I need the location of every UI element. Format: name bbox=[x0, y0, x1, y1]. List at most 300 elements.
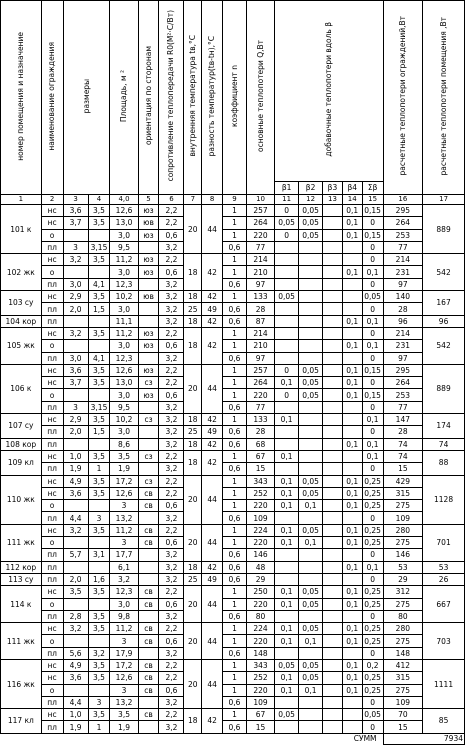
coef-cell: 1 bbox=[223, 229, 247, 241]
room-total-cell: 96 bbox=[423, 315, 465, 327]
coef-cell: 0,6 bbox=[223, 696, 247, 708]
enclosure-loss-cell: 275 bbox=[383, 598, 423, 610]
beta3-cell bbox=[323, 561, 343, 573]
table-row bbox=[1, 475, 465, 487]
beta2-cell bbox=[299, 401, 323, 413]
base-loss-cell: 214 bbox=[246, 327, 274, 339]
resistance-cell: 2,2 bbox=[159, 364, 184, 376]
base-loss-cell: 343 bbox=[246, 475, 274, 487]
base-loss-cell: 257 bbox=[246, 364, 274, 376]
inner-temp-cell: 25 bbox=[184, 303, 202, 315]
beta3-cell bbox=[323, 475, 343, 487]
dim-b-cell bbox=[88, 561, 110, 573]
beta1-cell bbox=[275, 352, 299, 364]
dim-a-cell bbox=[63, 340, 88, 352]
area-cell: 11,2 bbox=[110, 254, 138, 266]
area-cell: 9,5 bbox=[110, 241, 138, 253]
room-total-cell: 889 bbox=[423, 205, 465, 254]
room-name-cell: 117 кл bbox=[1, 709, 42, 734]
enclosure-cell: о bbox=[41, 229, 63, 241]
beta2-cell bbox=[299, 352, 323, 364]
dim-a-cell: 3 bbox=[63, 401, 88, 413]
dim-a-cell: 3,2 bbox=[63, 623, 88, 635]
table-row bbox=[1, 229, 465, 241]
base-loss-cell: 67 bbox=[246, 450, 274, 462]
beta2-cell: 0,1 bbox=[299, 635, 323, 647]
beta2-cell bbox=[299, 573, 323, 585]
beta-sum-cell: 0 bbox=[362, 696, 383, 708]
coef-cell: 1 bbox=[223, 377, 247, 389]
dim-a-cell: 4,4 bbox=[63, 696, 88, 708]
beta1-cell bbox=[275, 438, 299, 450]
resistance-cell: 0,6 bbox=[159, 229, 184, 241]
dim-a-cell: 1,0 bbox=[63, 450, 88, 462]
column-number: 9 bbox=[223, 195, 247, 205]
beta4-cell: 0,1 bbox=[342, 487, 362, 499]
beta-sum-cell: 0,15 bbox=[362, 389, 383, 401]
dim-b-cell bbox=[88, 598, 110, 610]
room-total-cell: 703 bbox=[423, 623, 465, 660]
enclosure-loss-cell: 146 bbox=[383, 549, 423, 561]
beta4-cell bbox=[342, 414, 362, 426]
table-row bbox=[1, 450, 465, 462]
dim-b-cell bbox=[88, 389, 110, 401]
table-row bbox=[1, 291, 465, 303]
orientation-cell bbox=[138, 303, 159, 315]
resistance-cell: 2,2 bbox=[159, 659, 184, 671]
enclosure-cell: нс bbox=[41, 205, 63, 217]
table-row bbox=[1, 438, 465, 450]
base-loss-cell: 220 bbox=[246, 500, 274, 512]
base-loss-cell: 109 bbox=[246, 696, 274, 708]
base-loss-cell: 133 bbox=[246, 414, 274, 426]
area-cell: 12,6 bbox=[110, 364, 138, 376]
orientation-cell bbox=[138, 241, 159, 253]
beta1-cell bbox=[275, 278, 299, 290]
coef-cell: 1 bbox=[223, 450, 247, 462]
base-loss-cell: 220 bbox=[246, 635, 274, 647]
beta1-cell bbox=[275, 241, 299, 253]
orientation-cell bbox=[138, 426, 159, 438]
beta2-cell bbox=[299, 463, 323, 475]
beta1-cell: 0,05 bbox=[275, 217, 299, 229]
resistance-cell: 2,2 bbox=[159, 487, 184, 499]
beta1-cell: 0,1 bbox=[275, 414, 299, 426]
dim-b-cell bbox=[88, 537, 110, 549]
column-number: 3 bbox=[63, 195, 88, 205]
beta-sum-cell: 0,05 bbox=[362, 709, 383, 721]
base-loss-cell: 28 bbox=[246, 426, 274, 438]
enclosure-loss-cell: 147 bbox=[383, 414, 423, 426]
area-cell: 3,2 bbox=[110, 573, 138, 585]
orientation-cell: св bbox=[138, 500, 159, 512]
beta2-cell: 0,1 bbox=[299, 537, 323, 549]
enclosure-loss-cell: 280 bbox=[383, 524, 423, 536]
area-cell: 3 bbox=[110, 684, 138, 696]
coef-cell: 1 bbox=[223, 684, 247, 696]
area-cell: 10,2 bbox=[110, 414, 138, 426]
column-number: 16 bbox=[383, 195, 423, 205]
beta1-cell bbox=[275, 647, 299, 659]
dim-b-cell: 3,1 bbox=[88, 549, 110, 561]
dim-b-cell: 3,5 bbox=[88, 623, 110, 635]
enclosure-loss-cell: 15 bbox=[383, 463, 423, 475]
dim-b-cell: 3,2 bbox=[88, 647, 110, 659]
beta2-cell bbox=[299, 414, 323, 426]
coef-cell: 1 bbox=[223, 217, 247, 229]
base-loss-cell: 15 bbox=[246, 721, 274, 733]
enclosure-cell: пл bbox=[41, 512, 63, 524]
header-row bbox=[1, 1, 465, 182]
beta3-cell bbox=[323, 610, 343, 622]
column-number: 11 bbox=[275, 195, 299, 205]
orientation-cell: юз bbox=[138, 254, 159, 266]
coef-cell: 0,6 bbox=[223, 352, 247, 364]
room-total-cell: 667 bbox=[423, 586, 465, 623]
dim-b-cell bbox=[88, 266, 110, 278]
beta4-cell: 0,1 bbox=[342, 217, 362, 229]
beta1-cell: 0,1 bbox=[275, 475, 299, 487]
room-name-cell: 103 су bbox=[1, 291, 42, 316]
column-number: 13 bbox=[323, 195, 343, 205]
coef-cell: 1 bbox=[223, 291, 247, 303]
enclosure-loss-cell: 231 bbox=[383, 340, 423, 352]
table-row bbox=[1, 205, 465, 217]
resistance-cell: 0,6 bbox=[159, 635, 184, 647]
beta2-cell: 0,05 bbox=[299, 377, 323, 389]
base-loss-cell: 15 bbox=[246, 463, 274, 475]
beta3-cell bbox=[323, 586, 343, 598]
beta3-cell bbox=[323, 352, 343, 364]
beta-sum-cell: 0 bbox=[362, 278, 383, 290]
table-row bbox=[1, 254, 465, 266]
beta-sum-cell: 0 bbox=[362, 549, 383, 561]
enclosure-loss-cell: 429 bbox=[383, 475, 423, 487]
dim-a-cell: 3,6 bbox=[63, 672, 88, 684]
beta1-cell bbox=[275, 327, 299, 339]
beta3-cell bbox=[323, 573, 343, 585]
resistance-cell: 2,2 bbox=[159, 254, 184, 266]
table-row bbox=[1, 549, 465, 561]
enclosure-loss-cell: 264 bbox=[383, 377, 423, 389]
base-loss-cell: 264 bbox=[246, 217, 274, 229]
table-row bbox=[1, 241, 465, 253]
orientation-cell: юз bbox=[138, 389, 159, 401]
resistance-cell: 3,2 bbox=[159, 315, 184, 327]
temp-diff-cell: 49 bbox=[202, 303, 223, 315]
dim-b-cell: 1 bbox=[88, 721, 110, 733]
dim-a-cell bbox=[63, 438, 88, 450]
room-total-cell: 174 bbox=[423, 414, 465, 439]
area-cell: 13,0 bbox=[110, 377, 138, 389]
resistance-cell: 2,2 bbox=[159, 377, 184, 389]
beta3-cell bbox=[323, 500, 343, 512]
resistance-cell: 2,2 bbox=[159, 475, 184, 487]
temp-diff-cell: 44 bbox=[202, 524, 223, 561]
orientation-cell: юз bbox=[138, 229, 159, 241]
dim-b-cell: 3,5 bbox=[88, 450, 110, 462]
enclosure-cell: нс bbox=[41, 487, 63, 499]
beta3-cell bbox=[323, 364, 343, 376]
beta1-cell bbox=[275, 315, 299, 327]
table-row bbox=[1, 364, 465, 376]
beta-sum-cell: 0,25 bbox=[362, 672, 383, 684]
beta-sum-cell: 0 bbox=[362, 327, 383, 339]
beta1-cell bbox=[275, 463, 299, 475]
enclosure-cell: нс bbox=[41, 254, 63, 266]
area-cell: 12,6 bbox=[110, 205, 138, 217]
temp-diff-cell: 42 bbox=[202, 438, 223, 450]
room-name-cell: 113 су bbox=[1, 573, 42, 585]
beta3-cell bbox=[323, 389, 343, 401]
beta2-cell: 0,05 bbox=[299, 524, 323, 536]
dim-b-cell: 4,1 bbox=[88, 352, 110, 364]
table-row bbox=[1, 500, 465, 512]
beta2-cell: 0,05 bbox=[299, 487, 323, 499]
enclosure-cell: пл bbox=[41, 352, 63, 364]
room-total-cell: 542 bbox=[423, 254, 465, 291]
beta-sum-cell: 0,15 bbox=[362, 364, 383, 376]
resistance-cell: 0,6 bbox=[159, 340, 184, 352]
area-cell: 10,2 bbox=[110, 291, 138, 303]
beta-sum-cell: 0,25 bbox=[362, 586, 383, 598]
summary-row bbox=[1, 733, 465, 744]
coef-cell: 0,6 bbox=[223, 278, 247, 290]
temp-diff-cell: 42 bbox=[202, 450, 223, 475]
beta-sum-cell: 0,05 bbox=[362, 291, 383, 303]
dim-a-cell bbox=[63, 561, 88, 573]
beta2-cell: 0,05 bbox=[299, 672, 323, 684]
beta4-cell: 0,1 bbox=[342, 377, 362, 389]
area-cell: 3 bbox=[110, 537, 138, 549]
room-name-cell: 109 кл bbox=[1, 450, 42, 475]
beta-1: β1 bbox=[275, 182, 299, 195]
resistance-cell: 2,2 bbox=[159, 623, 184, 635]
enclosure-loss-cell: 264 bbox=[383, 217, 423, 229]
beta3-cell bbox=[323, 709, 343, 721]
table-row bbox=[1, 635, 465, 647]
resistance-cell: 0,6 bbox=[159, 389, 184, 401]
column-number: 15 bbox=[362, 195, 383, 205]
area-cell: 3,0 bbox=[110, 389, 138, 401]
orientation-cell bbox=[138, 721, 159, 733]
beta-sum-cell: 0 bbox=[362, 610, 383, 622]
table-row bbox=[1, 561, 465, 573]
orientation-cell bbox=[138, 352, 159, 364]
enclosure-loss-cell: 74 bbox=[383, 438, 423, 450]
beta1-cell: 0,1 bbox=[275, 450, 299, 462]
coef-cell: 0,6 bbox=[223, 549, 247, 561]
temp-diff-cell: 42 bbox=[202, 291, 223, 303]
enclosure-cell: пл bbox=[41, 241, 63, 253]
coef-cell: 1 bbox=[223, 598, 247, 610]
beta-sum-cell: 0 bbox=[362, 463, 383, 475]
room-name-cell: 111 жк bbox=[1, 623, 42, 660]
dim-b-cell: 3,5 bbox=[88, 610, 110, 622]
beta2-cell: 0,05 bbox=[299, 598, 323, 610]
dim-a-cell: 1,9 bbox=[63, 721, 88, 733]
dim-a-cell: 3,0 bbox=[63, 278, 88, 290]
area-cell: 12,3 bbox=[110, 352, 138, 364]
beta1-cell bbox=[275, 573, 299, 585]
resistance-cell: 3,2 bbox=[159, 303, 184, 315]
orientation-cell: св bbox=[138, 524, 159, 536]
resistance-cell: 0,6 bbox=[159, 537, 184, 549]
resistance-cell: 3,2 bbox=[159, 463, 184, 475]
coef-cell: 0,6 bbox=[223, 303, 247, 315]
beta2-cell: 0,05 bbox=[299, 475, 323, 487]
room-total-cell: 1111 bbox=[423, 659, 465, 708]
beta-sum-cell: 0,1 bbox=[362, 450, 383, 462]
column-number: 4,0 bbox=[110, 195, 138, 205]
coef-cell: 1 bbox=[223, 524, 247, 536]
orientation-cell: св bbox=[138, 659, 159, 671]
enclosure-loss-cell: 70 bbox=[383, 709, 423, 721]
enclosure-loss-cell: 109 bbox=[383, 696, 423, 708]
beta-sum-cell: 0 bbox=[362, 721, 383, 733]
room-total-cell: 701 bbox=[423, 524, 465, 561]
orientation-cell: сз bbox=[138, 475, 159, 487]
orientation-cell bbox=[138, 610, 159, 622]
beta3-cell bbox=[323, 487, 343, 499]
beta-sum-cell: 0 bbox=[362, 647, 383, 659]
beta2-cell: 0,1 bbox=[299, 684, 323, 696]
temp-diff-cell: 44 bbox=[202, 364, 223, 413]
beta1-cell bbox=[275, 549, 299, 561]
dim-b-cell bbox=[88, 684, 110, 696]
beta4-cell bbox=[342, 647, 362, 659]
table-row bbox=[1, 512, 465, 524]
beta4-cell bbox=[342, 303, 362, 315]
dim-b-cell bbox=[88, 340, 110, 352]
dim-a-cell: 3,2 bbox=[63, 327, 88, 339]
beta2-cell bbox=[299, 315, 323, 327]
beta2-cell bbox=[299, 291, 323, 303]
beta3-cell bbox=[323, 278, 343, 290]
beta4-cell bbox=[342, 254, 362, 266]
table-row bbox=[1, 401, 465, 413]
resistance-cell: 3,2 bbox=[159, 549, 184, 561]
room-total-cell: 88 bbox=[423, 450, 465, 475]
beta2-cell bbox=[299, 340, 323, 352]
dim-a-cell bbox=[63, 684, 88, 696]
orientation-cell: юз bbox=[138, 327, 159, 339]
beta3-cell bbox=[323, 414, 343, 426]
table-row bbox=[1, 709, 465, 721]
enclosure-loss-cell: 275 bbox=[383, 635, 423, 647]
enclosure-cell: пл bbox=[41, 401, 63, 413]
dim-a-cell: 5,6 bbox=[63, 647, 88, 659]
table-row bbox=[1, 352, 465, 364]
beta1-cell: 0,05 bbox=[275, 709, 299, 721]
beta4-cell: 0,1 bbox=[342, 623, 362, 635]
orientation-cell: св bbox=[138, 672, 159, 684]
enclosure-cell: нс bbox=[41, 672, 63, 684]
temp-diff-cell: 49 bbox=[202, 573, 223, 585]
beta2-cell: 0,05 bbox=[299, 217, 323, 229]
enclosure-cell: нс bbox=[41, 414, 63, 426]
enclosure-loss-cell: 109 bbox=[383, 512, 423, 524]
dim-a-cell bbox=[63, 266, 88, 278]
dim-a-cell: 2,0 bbox=[63, 426, 88, 438]
temp-diff-cell: 44 bbox=[202, 623, 223, 660]
enclosure-cell: пл bbox=[41, 426, 63, 438]
orientation-cell: юв bbox=[138, 291, 159, 303]
beta3-cell bbox=[323, 291, 343, 303]
header-room-number: номер помещения и назначение bbox=[1, 1, 42, 195]
beta4-cell: 0,1 bbox=[342, 266, 362, 278]
table-row bbox=[1, 377, 465, 389]
orientation-cell bbox=[138, 278, 159, 290]
orientation-cell: св bbox=[138, 623, 159, 635]
beta1-cell: 0,1 bbox=[275, 672, 299, 684]
beta3-cell bbox=[323, 426, 343, 438]
resistance-cell: 3,2 bbox=[159, 561, 184, 573]
beta-3: β3 bbox=[323, 182, 343, 195]
beta3-cell bbox=[323, 463, 343, 475]
base-loss-cell: 220 bbox=[246, 684, 274, 696]
header-additional-loss: добавочные теплопотери вдоль β bbox=[275, 1, 383, 182]
dim-b-cell bbox=[88, 438, 110, 450]
room-name-cell: 107 су bbox=[1, 414, 42, 439]
table-row bbox=[1, 340, 465, 352]
beta1-cell: 0 bbox=[275, 205, 299, 217]
resistance-cell: 3,2 bbox=[159, 414, 184, 426]
dim-b-cell: 3,5 bbox=[88, 659, 110, 671]
beta4-cell bbox=[342, 721, 362, 733]
beta1-cell: 0 bbox=[275, 229, 299, 241]
temp-diff-cell: 44 bbox=[202, 586, 223, 623]
table-row bbox=[1, 327, 465, 339]
beta4-cell: 0,1 bbox=[342, 315, 362, 327]
dim-a-cell bbox=[63, 537, 88, 549]
beta4-cell: 0,1 bbox=[342, 229, 362, 241]
inner-temp-cell: 20 bbox=[184, 524, 202, 561]
area-cell: 17,9 bbox=[110, 647, 138, 659]
beta3-cell bbox=[323, 438, 343, 450]
beta3-cell bbox=[323, 377, 343, 389]
base-loss-cell: 148 bbox=[246, 647, 274, 659]
beta1-cell bbox=[275, 610, 299, 622]
header-coefficient: коэффициент n bbox=[223, 1, 247, 195]
enclosure-cell: о bbox=[41, 389, 63, 401]
area-cell: 17,2 bbox=[110, 659, 138, 671]
coef-cell: 0,6 bbox=[223, 647, 247, 659]
beta4-cell: 0,1 bbox=[342, 635, 362, 647]
dim-b-cell: 3 bbox=[88, 512, 110, 524]
room-name-cell: 105 жк bbox=[1, 327, 42, 364]
beta4-cell: 0,1 bbox=[342, 364, 362, 376]
coef-cell: 1 bbox=[223, 327, 247, 339]
base-loss-cell: 220 bbox=[246, 598, 274, 610]
beta4-cell bbox=[342, 291, 362, 303]
orientation-cell: св bbox=[138, 586, 159, 598]
enclosure-loss-cell: 29 bbox=[383, 573, 423, 585]
dim-b-cell: 3 bbox=[88, 696, 110, 708]
beta1-cell: 0,05 bbox=[275, 659, 299, 671]
orientation-cell: сз bbox=[138, 414, 159, 426]
base-loss-cell: 77 bbox=[246, 401, 274, 413]
column-number: 2 bbox=[41, 195, 63, 205]
dim-a-cell bbox=[63, 500, 88, 512]
table-row bbox=[1, 217, 465, 229]
beta3-cell bbox=[323, 401, 343, 413]
area-cell: 3,0 bbox=[110, 598, 138, 610]
beta3-cell bbox=[323, 266, 343, 278]
coef-cell: 0,6 bbox=[223, 426, 247, 438]
enclosure-loss-cell: 275 bbox=[383, 500, 423, 512]
area-cell: 3,0 bbox=[110, 426, 138, 438]
